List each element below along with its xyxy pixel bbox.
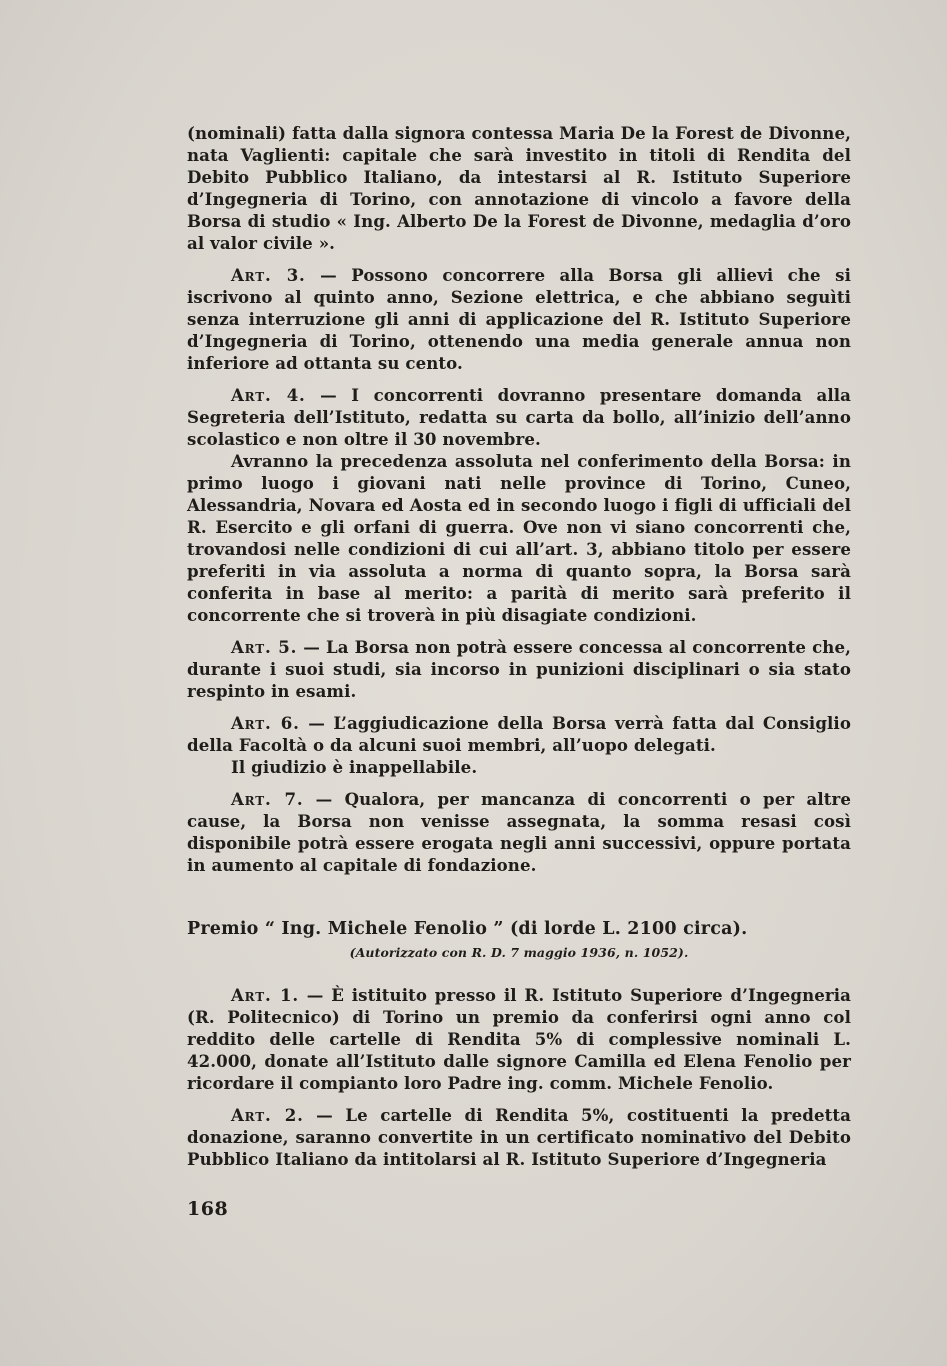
article-6-continuation: Il giudizio è inappellabile. [231, 757, 478, 777]
paragraph-continuation: (nominali) fatta dalla signora contessa Maria De la Forest de Divonne, nata Vaglienti: capitale che sarà investito in titoli di Rendita del Debito Pubblico Italiano, da intestarsi al R. Istituto Superiore d’Ingegneria di Torino, con annotazione di vincolo a favore della Borsa di studio « Ing. Alberto De la Forest de Divonne, medaglia d’oro al valor civile ». [187, 123, 851, 253]
authorization-note: (Autorizzato con R. D. 7 maggio 1936, n. 1052). [349, 945, 689, 960]
body-text [187, 122, 851, 1170]
article-label: Art. 2. [231, 1105, 304, 1125]
article-label: Art. 3. [231, 265, 306, 285]
premio-article-2 [187, 1104, 851, 1170]
article-label: Art. 5. [231, 637, 298, 657]
article-label: Art. 4. [231, 385, 306, 405]
article-text: — Possono concorrere alla Borsa gli allievi che si iscrivono al quinto anno, Sezione elettrica, e che abbiano seguìti senza interruzione gli anni di applicazione del R. Istituto Superiore d’Ingegneria di Torino, ottenendo una media generale annua non inferiore ad ottanta su cento. [187, 265, 851, 373]
premio-article-1 [187, 984, 851, 1094]
article-text: — È istituito presso il R. Istituto Superiore d’Ingegneria (R. Politecnico) di Torino un premio da conferirsi ogni anno col reddito delle cartelle di Rendita 5% di complessive nominali L. 42.000, donate all’Istituto dalle signore Camilla ed Elena Fenolio per ricordare il compianto loro Padre ing. comm. Michele Fenolio. [187, 985, 851, 1093]
article-label: Art. 1. [231, 985, 299, 1005]
article-6 [187, 712, 851, 756]
article-text: — La Borsa non potrà essere concessa al concorrente che, durante i suoi studi, sia incorso in punizioni disciplinari o sia stato respinto in esami. [187, 637, 852, 701]
article-5 [187, 636, 851, 702]
article-4 [187, 384, 851, 450]
article-3 [187, 264, 851, 374]
article-text: — I concorrenti dovranno presentare domanda alla Segreteria dell’Istituto, redatta su carta da bollo, all’inizio dell’anno scolastico e non oltre il 30 novembre. [187, 385, 852, 449]
article-label: Art. 7. [231, 789, 304, 809]
article-text: — Qualora, per mancanza di concorrenti o per altre cause, la Borsa non venisse assegnata, la somma resasi così disponibile potrà essere erogata negli anni successivi, oppure portata in aumento al capitale di fondazione. [187, 789, 851, 875]
article-text: — Le cartelle di Rendita 5%, costituenti la predetta donazione, saranno convertite in un certificato nominativo del Debito Pubblico Italiano da intitolarsi al R. Istituto Superiore d’Ingegneria [187, 1105, 851, 1169]
section-heading: Premio “ Ing. Michele Fenolio ” (di lorde L. 2100 circa). [187, 919, 748, 939]
article-label: Art. 6. [231, 713, 300, 733]
article-4-continuation: Avranno la precedenza assoluta nel conferimento della Borsa: in primo luogo i giovani nati nelle province di Torino, Cuneo, Alessandria, Novara ed Aosta ed in secondo luogo i figli di ufficiali del R. Esercito e gli orfani di guerra. Ove non vi siano concorrenti che, trovandosi nelle condizioni di cui all’art. 3, abbiano titolo per essere preferiti in via assoluta a norma di quanto sopra, la Borsa sarà conferita in base al merito: a parità di merito sarà preferito il concorrente che si troverà in più disagiate condizioni. [187, 451, 851, 625]
page-number: 168 [187, 1198, 229, 1220]
article-7 [187, 788, 851, 876]
article-text: — L’aggiudicazione della Borsa verrà fatta dal Consiglio della Facoltà o da alcuni suoi membri, all’uopo delegati. [187, 713, 851, 755]
